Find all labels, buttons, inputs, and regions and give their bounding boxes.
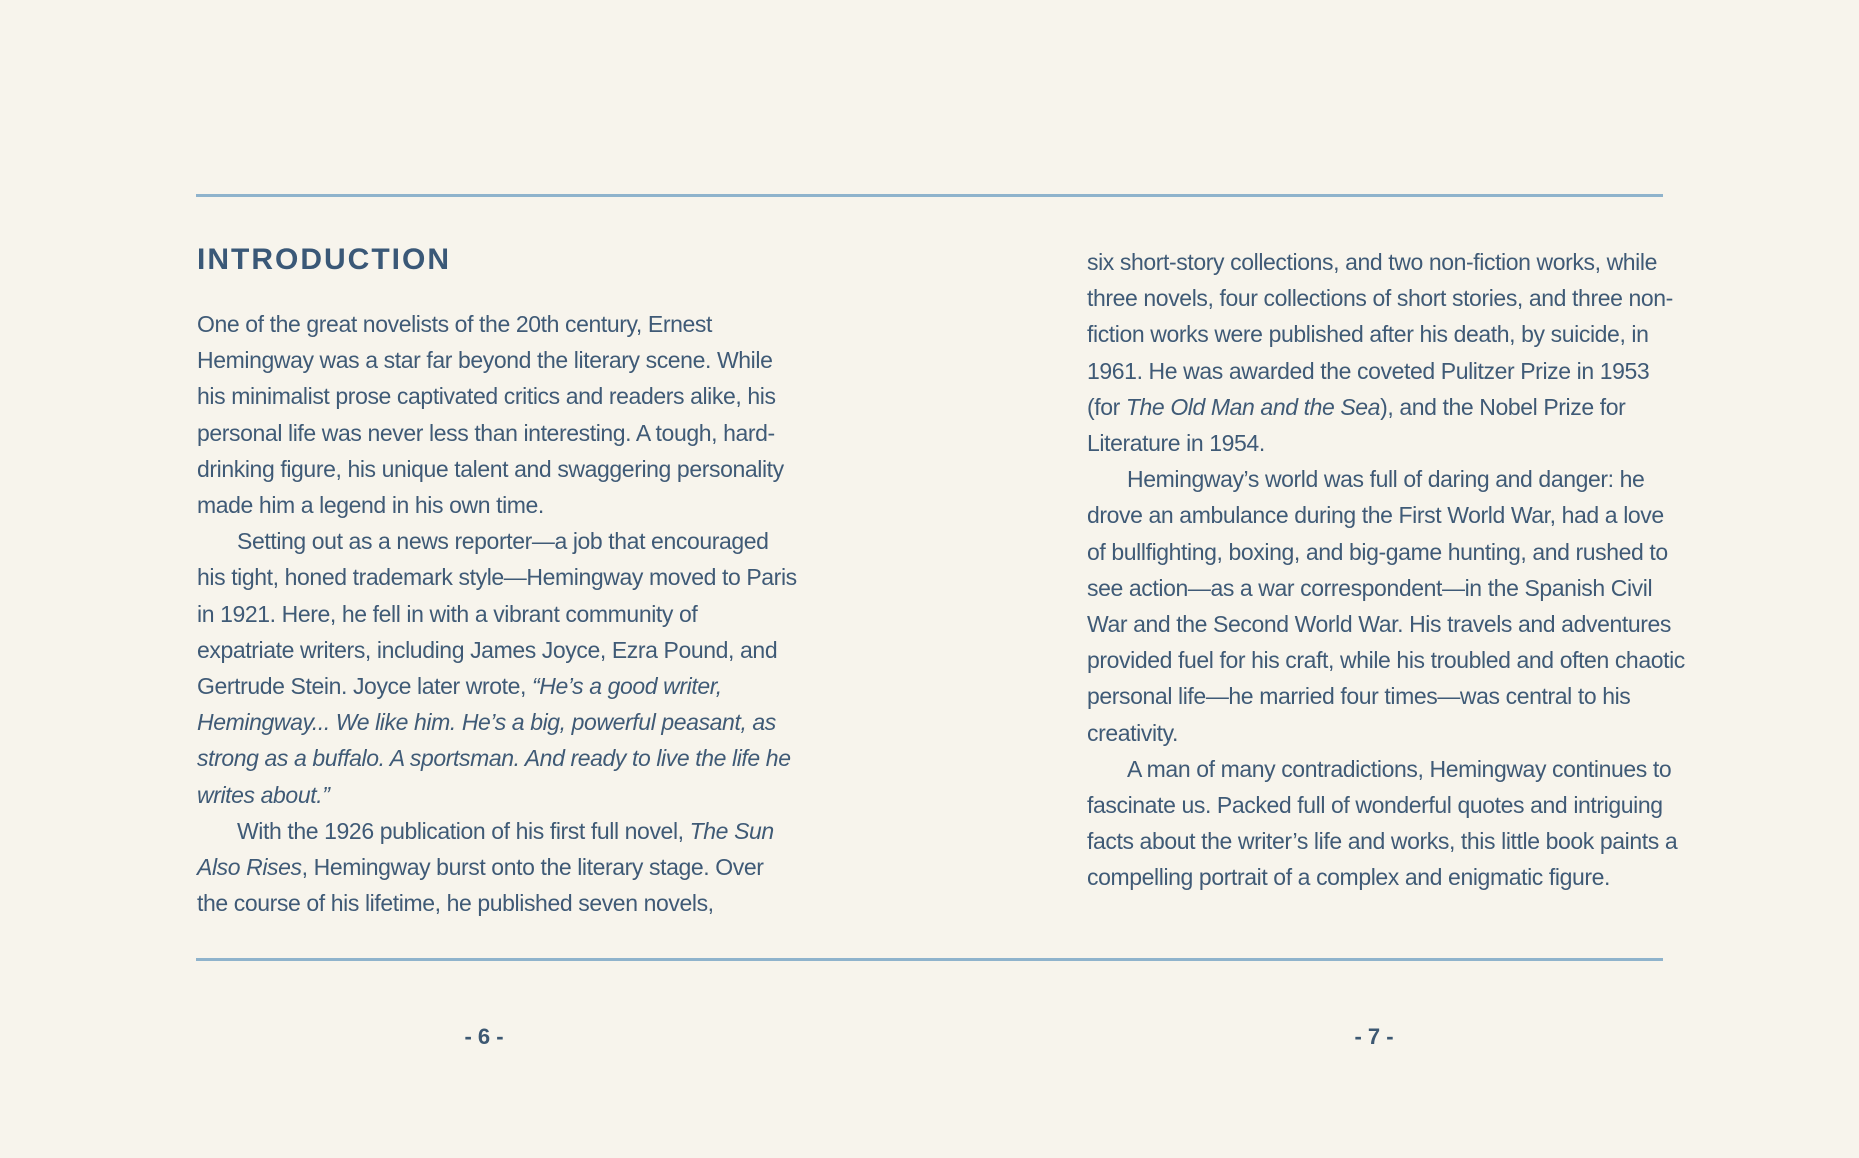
novel-title: The Sun Also Rises: [197, 817, 774, 881]
intro-paragraph-2: [197, 523, 797, 813]
intro-paragraph-3: [197, 813, 797, 922]
paragraph-2-text: Setting out as a news reporter—a job that encouraged his tight, honed trademark style—Hemingway moved to Paris in 1921. Here, he fell in with a vibrant community of expatriate writers, including James Joyce, Ezra Pound, and Gertrude Stein. Joyce later wrote,: [197, 528, 797, 700]
intro-paragraph-1: One of the great novelists of the 20th century, Ernest Hemingway was a star far beyond the literary scene. While his minimalist prose captivated critics and readers alike, his personal life was never less than interesting. A tough, hard-drinking figure, his unique talent and swaggering personality made him a legend in his own time.: [197, 311, 784, 519]
continued-paragraph: [1087, 244, 1687, 461]
pulitzer-title: The Old Man and the Sea: [1125, 393, 1381, 420]
paragraph-3-end: , Hemingway burst onto the literary stage. Over the course of his lifetime, he published seven novels,: [197, 854, 764, 917]
page-title: INTRODUCTION: [197, 243, 451, 276]
right-page-body: [1087, 244, 1687, 896]
joyce-quote: “He’s a good writer, Hemingway... We like him. He’s a big, powerful peasant, as strong as a buffalo. A sportsman. And ready to live the life he writes about.”: [197, 673, 791, 808]
page-number-right: - 7 -: [1354, 1024, 1394, 1049]
left-page-column: [197, 240, 797, 921]
closing-paragraph: A man of many contradictions, Hemingway continues to fascinate us. Packed full of wonderful quotes and intriguing facts about the writer’s life and works, this little book paints a compelling portrait of a complex and enigmatic figure.: [1087, 755, 1678, 891]
continued-paragraph-start: six short-story collections, and two non-fiction works, while three novels, four collections of short stories, and three non-fiction works were published after his death, by suicide, in 1961. He was awarded the coveted Pulitzer Prize in 1953 (for: [1087, 249, 1673, 420]
left-page-body: [197, 306, 797, 921]
bottom-rule: [196, 958, 1663, 961]
paragraph-3-start: With the 1926 publication of his first full novel,: [237, 817, 690, 844]
page-number-left: - 6 -: [464, 1024, 504, 1049]
right-page-column: [1087, 244, 1687, 896]
continued-paragraph-end: ), and the Nobel Prize for Literature in 1954.: [1087, 393, 1626, 457]
world-paragraph: Hemingway’s world was full of daring and danger: he drove an ambulance during the First World War, had a love of bullfighting, boxing, and big-game hunting, and rushed to see action—as a war correspondent—in the Spanish Civil War and the Second World War. His travels and adventures provided fuel for his craft, while his troubled and often chaotic personal life—he married four times—was central to his creativity.: [1087, 466, 1685, 746]
top-rule: [196, 194, 1663, 197]
